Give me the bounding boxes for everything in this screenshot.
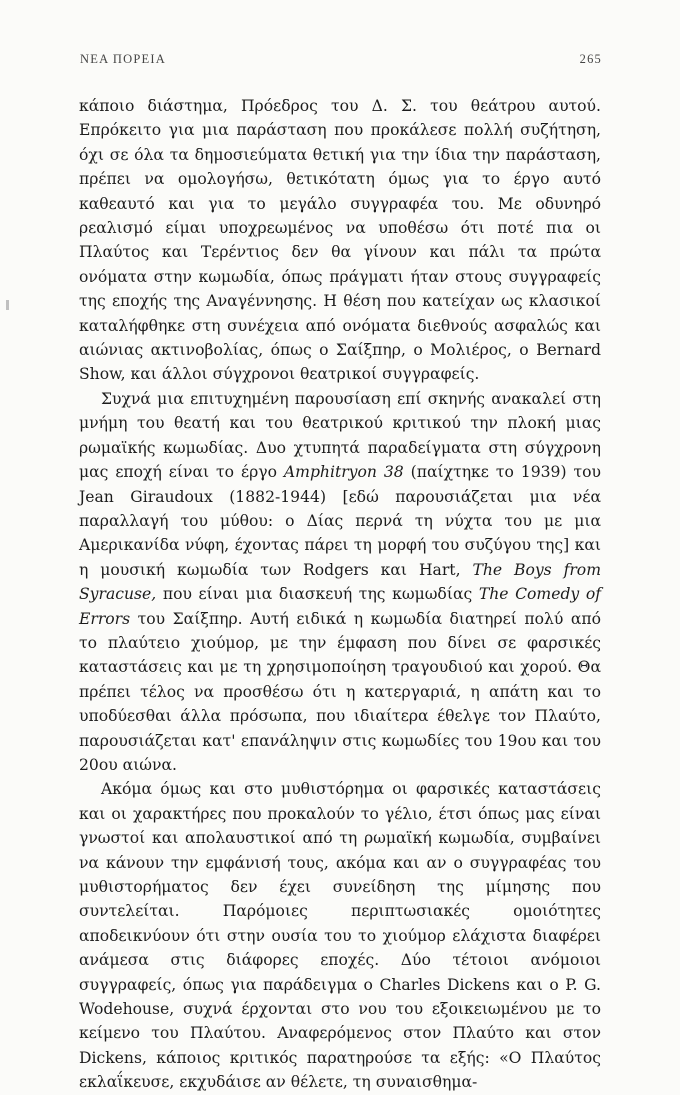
italic-title: Amphitryon 38 [283,463,404,482]
paragraph-1 [79,94,601,387]
body-text [79,94,601,1095]
italic-title: The Comedy of Errors [79,585,602,628]
paragraph-2 [79,387,601,778]
paragraph-3 [79,777,601,1094]
page-number: 265 [579,52,602,66]
text-run: Συχνά μια επιτυχημένη παρουσίαση επί σκηνής ανακαλεί στη μνήμη του θεατή και του θεατρικού κριτικού την πλοκή μιας ρωμαϊκής κωμωδίας. Δυο χτυπητά παραδείγματα στη σύγχρονη μας εποχή είναι το έργο [79,389,601,482]
text-run: που είναι μια διασκευή της κωμωδίας [156,585,479,604]
running-header [80,52,602,67]
italic-title: The Boys from Syracuse, [79,560,601,604]
text-run: κάποιο διάστημα, Πρόεδρος του Δ. Σ. του θεάτρου αυτού. Επρόκειτο για μια παράσταση που προκάλεσε πολλή συζήτηση, όχι σε όλα τα δημοσιεύματα θετική για την ίδια την παράσταση, πρέπει να ομολογήσω, θετικότατη όμως για το έργο αυτό καθεαυτό και για το μεγάλο συγγραφέα του. Με οδυνηρό ρεαλισμό είμαι υποχρεωμένος να υποθέσω ότι ποτέ πια οι Πλαύτος και Τερέντιος δεν θα γίνουν και πάλι τα πρώτα ονόματα στην κωμωδία, όπως πράγματι ήταν στους συγγραφείς της εποχής της Αναγέννησης. Η θέση που κατείχαν ως κλασικοί καταλήφθηκε στη συνέχεια από ονόματα διεθνούς ασφαλώς και αιώνιας ακτινοβολίας, όπως ο Σαίξπηρ, ο Μολιέρος, ο Bernard Show, και άλλοι σύγχρονοι θεατρικοί συγγραφείς. [79,97,601,384]
running-title: ΝΕΑ ΠΟΡΕΙΑ [80,52,166,66]
text-run: του Σαίξπηρ. Αυτή ειδικά η κωμωδία διατηρεί πολύ από το πλαύτειο χιούμορ, με την έμφαση που δίνει σε φαρσικές καταστάσεις και με τη χρησιμοποίηση τραγουδιού και χορού. Θα πρέπει τέλος να προσθέσω ότι η κατεργαριά, η απάτη και το υποδύεσθαι άλλα πρόσωπα, που ιδιαίτερα έθελγε τον Πλαύτο, παρουσιάζεται κατ' επανάληψιν στις κωμωδίες του 19ου και του 20ου αιώνα. [79,609,601,774]
margin-mark [6,300,9,310]
text-run: (παίχτηκε το 1939) του Jean Giraudoux (1882-1944) [εδώ παρουσιάζεται μια νέα παραλλαγή του μύθου: ο Δίας περνά τη νύχτα του με μια Αμερικανίδα νύφη, έχοντας πάρει τη μορφή του συζύγου της] και η μουσική κωμωδία των Rodgers και Hart, [79,463,601,579]
text-run: Ακόμα όμως και στο μυθιστόρημα οι φαρσικές καταστάσεις και οι χαρακτήρες που προκαλούν το γέλιο, έτσι όπως μας είναι γνωστοί και απολαυστικοί από τη ρωμαϊκή κωμωδία, συμβαίνει να κάνουν την εμφάνισή τους, ακόμα και αν ο συγγραφέας του μυθιστορήματος δεν έχει συνείδηση της μίμησης που συντελείται. Παρόμοιες περιπτωσιακές ομοιότητες αποδεικνύουν ότι στην ουσία του το χιούμορ ελάχιστα διαφέρει ανάμεσα στις διάφορες εποχές. Δύο τέτοιοι ανόμοιοι συγγραφείς, όπως για παράδειγμα ο Charles Dickens και ο P. G. Wodehouse, συχνά έρχονται στο νου του εξοικειωμένου με το κείμενο του Πλαύτου. Αναφερόμενος στον Πλαύτο και στον Dickens, κάποιος κριτικός παρατηρούσε τα εξής: «Ο Πλαύτος εκλαΐκευσε, εκχυδάισε αν θέλετε, τη συναισθημα- [79,780,601,1092]
